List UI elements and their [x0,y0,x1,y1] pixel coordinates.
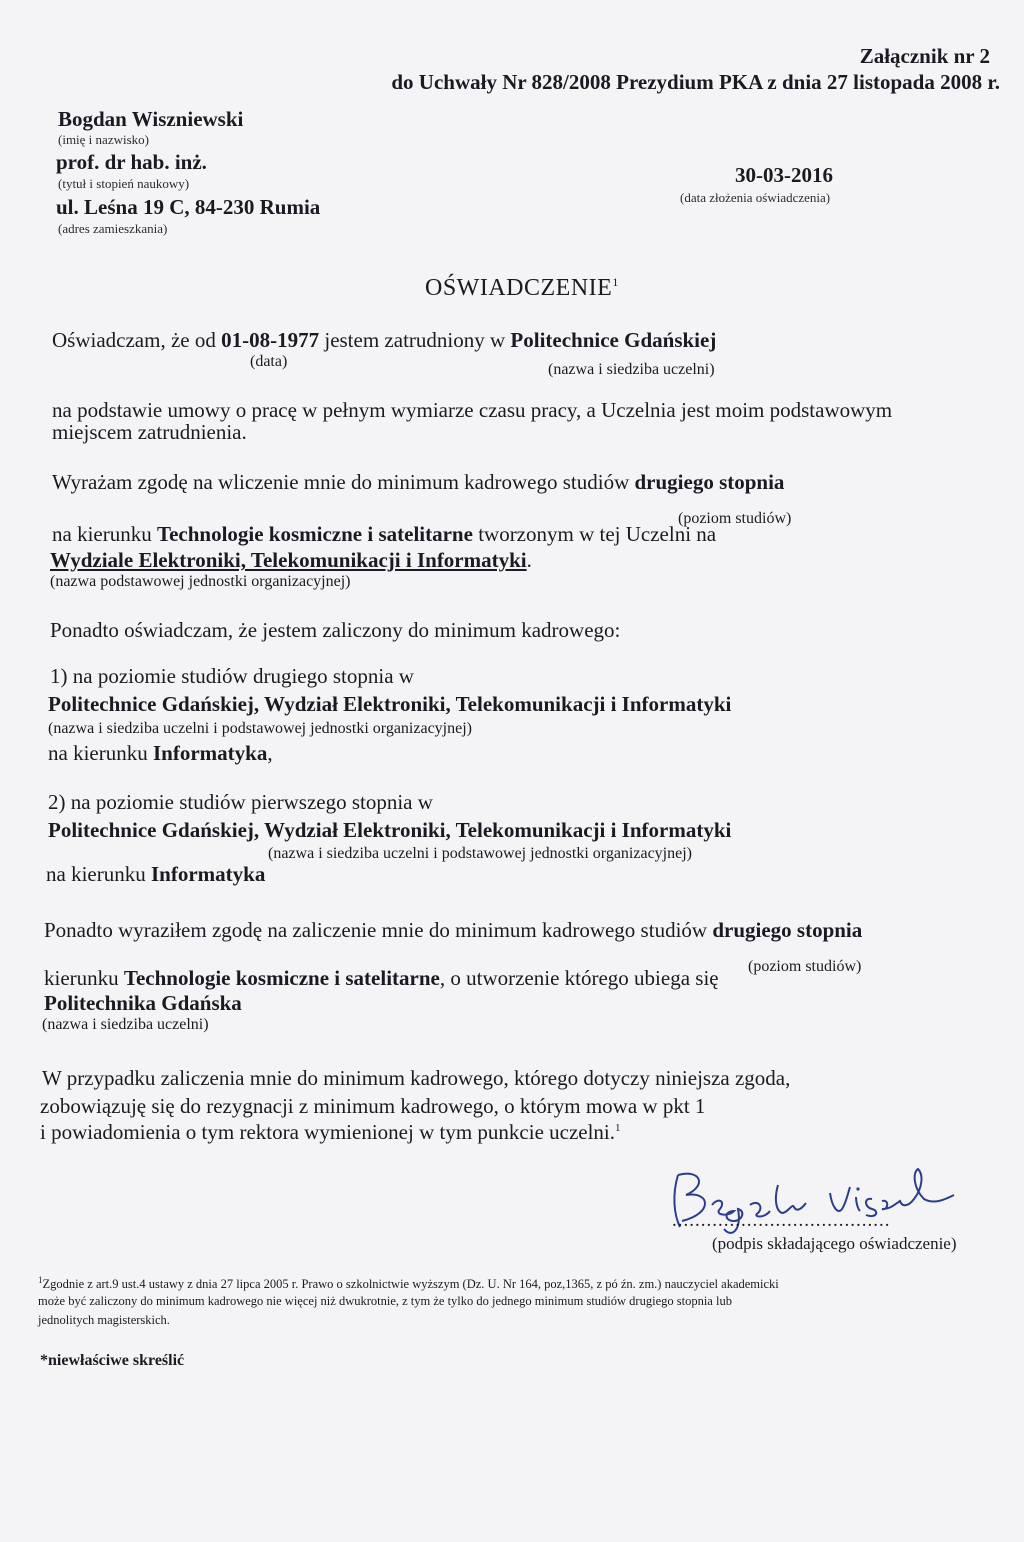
text-run: , o utworzenie którego ubiega się [439,966,719,990]
previous-consent-university-label: (nazwa i siedziba uczelni) [42,1016,209,1033]
employment-basis-line: na podstawie umowy o pracę w pełnym wymiarze czasu pracy, a Uczelnia jest moim podstawowym [52,398,893,422]
text-run: na kierunku [52,522,157,546]
footnote-line-1 [38,1275,779,1292]
employment-sentence [52,328,716,353]
previous-consent-level: drugiego stopnia [712,918,863,942]
date-label: (data) [250,353,288,370]
study-level: drugiego stopnia [634,470,785,494]
person-address: ul. Leśna 19 C, 84-230 Rumia [56,195,321,219]
study-level-label: (poziom studiów) [678,510,792,527]
item-2-unit-label: (nazwa i siedziba uczelni i podstawowej jednostki organizacyjnej) [268,845,692,862]
text-run: Ponadto wyraziłem zgodę na zaliczenie mnie do minimum kadrowego studiów [44,918,713,942]
document-title [425,275,619,302]
consent-sentence [52,470,784,495]
text-run: Wyrażam zgodę na wliczenie mnie do minimum kadrowego studiów [52,470,635,494]
text-run: Oświadczam, że od [52,328,222,352]
item-1-field-line [48,741,273,766]
university-label: (nazwa i siedziba uczelni) [548,361,715,378]
signature-label: (podpis składającego oświadczenie) [712,1234,957,1253]
person-name: Bogdan Wiszniewski [58,107,244,131]
footnote-number: 1 [38,1275,43,1285]
strike-note: *niewłaściwe skreślić [40,1352,185,1369]
employment-basis-line-2: miejscem zatrudnienia. [52,420,247,444]
obligation-line-1: W przypadku zaliczenia mnie do minimum kadrowego, którego dotyczy niniejsza zgoda, [42,1066,791,1090]
item-1-unit-label: (nazwa i siedziba uczelni i podstawowej jednostki organizacyjnej) [48,720,472,737]
employer-university: Politechnice Gdańskiej [510,328,717,352]
previous-consent-field: Technologie kosmiczne i satelitarne [123,966,440,990]
item-2-unit: Politechnice Gdańskiej, Wydział Elektroniki, Telekomunikacji i Informatyki [48,818,732,842]
text-run: na kierunku [48,741,153,765]
resolution-reference: do Uchwały Nr 828/2008 Prezydium PKA z dnia 27 listopada 2008 r. [391,70,1000,94]
text-run: , [267,741,273,765]
consent-field-line [52,522,716,547]
person-title-label: (tytuł i stopień naukowy) [58,176,190,191]
text-run: . [526,548,532,572]
item-2-field-line [46,862,265,887]
declaration-date: 30-03-2016 [735,163,833,187]
employment-date: 01-08-1977 [221,328,320,352]
signature-dotted-line: ...................................... [672,1210,891,1231]
study-field: Technologie kosmiczne i satelitarne [156,522,473,546]
text-run: tworzonym w tej Uczelni na [472,522,717,546]
person-title: prof. dr hab. inż. [56,150,207,174]
declaration-date-label: (data złożenia oświadczenia) [680,190,831,205]
previous-consent-university: Politechnika Gdańska [44,991,242,1015]
item-1-unit: Politechnice Gdańskiej, Wydział Elektroniki, Telekomunikacji i Informatyki [48,692,732,716]
attachment-number: Załącznik nr 2 [859,44,990,68]
obligation-line-3 [40,1120,621,1145]
footnote-line-2: może być zaliczony do minimum kadrowego nie więcej niż dwukrotnie, z tym że tylko do jednego minimum studiów drugiego stopnia lub [38,1294,732,1308]
text-run: Zgodnie z art.9 ust.4 ustawy z dnia 27 lipca 2005 r. Prawo o szkolnictwie wyższym (Dz. U. Nr 164, poz,1365, z pó źn. zm.) nauczyciel akademicki [42,1277,779,1292]
footnote-line-3: jednolitych magisterskich. [38,1313,170,1327]
previous-consent-sentence [44,918,862,943]
item-1-line: 1) na poziomie studiów drugiego stopnia w [50,664,414,688]
person-address-label: (adres zamieszkania) [58,221,168,236]
previous-consent-field-line [44,966,719,991]
faculty-name: Wydziale Elektroniki, Telekomunikacji i Informatyki [50,548,527,572]
text-run: na kierunku [46,862,151,886]
obligation-line-2: zobowiązuję się do rezygnacji z minimum kadrowego, o którym mowa w pkt 1 [40,1094,706,1118]
consent-faculty-line [50,548,532,573]
minimum-staff-intro: Ponadto oświadczam, że jestem zaliczony do minimum kadrowego: [50,618,621,642]
person-name-label: (imię i nazwisko) [58,132,149,147]
previous-consent-level-label: (poziom studiów) [748,958,862,975]
text-run: jestem zatrudniony w [319,328,511,352]
text-run: kierunku [44,966,124,990]
document-title-text: OŚWIADCZENIE [425,275,613,301]
item-1-field: Informatyka [152,741,268,765]
item-2-field: Informatyka [150,862,266,886]
document-title-footnote-mark: 1 [612,275,619,289]
faculty-label: (nazwa podstawowej jednostki organizacyjnej) [50,573,351,590]
footnote-mark: 1 [615,1122,621,1134]
text-run: i powiadomienia o tym rektora wymienionej w tym punkcie uczelni. [40,1120,616,1144]
item-2-line: 2) na poziomie studiów pierwszego stopnia w [48,790,433,814]
